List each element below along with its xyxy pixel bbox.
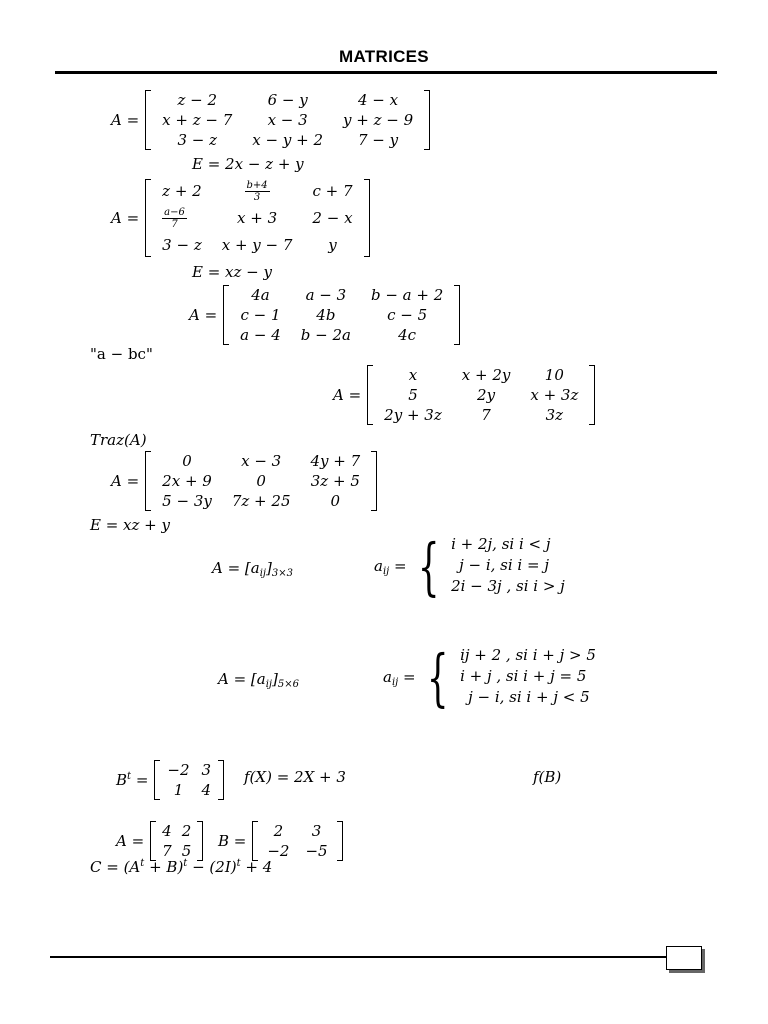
matrix-cell: x + 3z [530,386,579,404]
matrix-label: A = [111,111,140,129]
matrix-equation-9a [116,821,203,861]
matrix-equation-5 [111,451,377,511]
matrix-cell: 4 [162,822,172,840]
matrix-cell: 3 − z [162,236,202,254]
left-brace-icon: { [426,640,449,714]
matrix-cell: x − 3 [267,111,308,129]
matrix-cell: 7 − y [357,131,399,149]
definition-main: A = [a [212,559,260,577]
matrix-cell: 7 [481,406,491,424]
matrix-cell: 2 − x [312,209,353,227]
matrix-equation-3 [189,285,460,345]
matrix-1 [145,90,430,150]
matrix-cell: x − 3 [241,452,282,470]
matrix-cell: 2y + 3z [384,406,442,424]
matrix-4 [367,365,595,425]
case-lines [460,646,596,709]
expression-c: $C = (A^t + B)^t - (2I)^t + 4$ [90,858,273,876]
matrix-cell: z − 2 [177,91,218,109]
matrix-cell: 7 [162,842,172,860]
matrix-cell: b − 2a [300,326,351,344]
case-line: i + 2j, si i < j [451,535,551,553]
matrix-cell: a − 4 [240,326,281,344]
matrix-equation-2 [111,179,370,257]
case-line: 2i − 3j , si i > j [451,577,565,595]
matrix-cell: 2 [181,822,192,840]
matrix-cell: c − 1 [240,306,281,324]
fraction-denominator: 3 [253,191,261,203]
matrix-equation-9b [218,821,343,861]
matrix-cell: 2 [273,822,284,840]
piecewise-definition-7 [383,640,596,714]
definition-size: 5×6 [277,679,300,690]
matrix-cell: 5 [181,842,192,860]
matrix-cell: 0 [330,492,341,510]
case-line: i + j , si i + j = 5 [460,667,587,685]
matrix-cell: 0 [182,452,192,470]
matrix-cell-fraction [212,179,303,203]
matrix-cell: 7z + 25 [231,492,291,510]
matrix-cell: 3 [201,761,212,779]
matrix-cell: 10 [544,366,564,384]
matrix-cell: 4 [201,781,212,799]
definition-index: ij [265,679,273,690]
matrix-cell: a − 3 [305,286,347,304]
matrix-cell: 2y [477,386,496,404]
matrix-cell: 5 [408,386,418,404]
matrix-cell: 1 [173,781,184,799]
matrix-cell: −2 [267,842,290,860]
expression-2: E = xz − y [192,263,272,281]
matrix-cell: 4a [251,286,270,304]
expression-1: E = 2x − z + y [192,155,304,173]
matrix-5 [145,451,377,511]
trace-label: Traz(A) [90,431,147,449]
definition-index: ij [259,568,267,579]
matrix-label: A = [116,832,145,850]
matrix-cell: y [328,236,337,254]
left-brace-icon: { [417,529,440,603]
case-lines [451,535,565,598]
matrix-cell: 6 − y [267,91,308,109]
element-label: $a_{ij}$ = [383,667,416,688]
fraction-numerator: b+4 [246,179,268,191]
definition-size: 3×3 [271,568,294,579]
matrix-cell: 3z + 5 [310,472,360,490]
definition-main: A = [a [218,670,266,688]
matrix-cell: 3 − z [177,131,218,149]
matrix-cell: b − a + 2 [370,286,444,304]
matrix-cell: 4b [316,306,336,324]
matrix-cell: x [408,366,418,384]
element-label: $a_{ij}$ = [374,556,407,577]
function-of-b: f(B) [533,768,562,786]
header-rule [55,71,717,74]
case-line: ij + 2 , si i + j > 5 [460,646,596,664]
page-number-box [666,946,702,970]
matrix-label: A = [189,306,218,324]
matrix-cell-fraction [152,203,212,233]
fraction-denominator: 7 [171,218,178,230]
matrix-cell: x + 3 [237,209,278,227]
piecewise-definition-6 [374,529,565,603]
matrix-equation-4 [333,365,595,425]
matrix-equation-8 [116,760,224,800]
fraction-numerator: a−6 [164,206,185,218]
matrix-equation-1 [111,90,430,150]
matrix-label: A = [333,386,362,404]
expression-quote: "a − bc" [90,345,153,363]
matrix-cell: z + 2 [162,182,202,200]
function-definition: f(X) = 2X + 3 [244,768,346,786]
footer-rule [50,956,666,958]
matrix-cell: c − 5 [387,306,428,324]
matrix-b-transpose [154,760,224,800]
matrix-a [150,821,203,861]
matrix-cell: −2 [167,761,190,779]
page-title: MATRICES [339,47,429,66]
matrix-cell: y + z − 9 [342,111,414,129]
matrix-label: $B^t$ = [116,771,149,789]
matrix-label: B = [218,832,247,850]
matrix-cell: −5 [305,842,328,860]
definition-close: ] [272,670,278,688]
matrix-cell: 3z [545,406,564,424]
matrix-cell: x + y − 7 [221,236,293,254]
matrix-cell: c + 7 [312,182,353,200]
matrix-b [252,821,342,861]
matrix-label: A = [111,472,140,490]
matrix-definition-7 [218,670,299,690]
expression-5: E = xz + y [90,516,170,534]
matrix-cell: 4c [398,326,417,344]
definition-close: ] [266,559,272,577]
matrix-cell: 4 − x [358,91,399,109]
matrix-cell: x + z − 7 [162,111,233,129]
case-line: j − i, si i + j < 5 [468,688,590,706]
matrix-2 [145,179,369,257]
matrix-3 [223,285,460,345]
matrix-cell: 3 [311,822,322,840]
matrix-cell: 0 [256,472,266,490]
matrix-cell: x − y + 2 [252,131,323,149]
matrix-label: A = [111,209,140,227]
matrix-definition-6 [212,559,293,579]
case-line: j − i, si i = j [459,556,549,574]
matrix-cell: 5 − 3y [162,492,212,510]
matrix-cell: x + 2y [461,366,511,384]
matrix-cell: 2x + 9 [162,472,212,490]
matrix-cell: 4y + 7 [310,452,361,470]
